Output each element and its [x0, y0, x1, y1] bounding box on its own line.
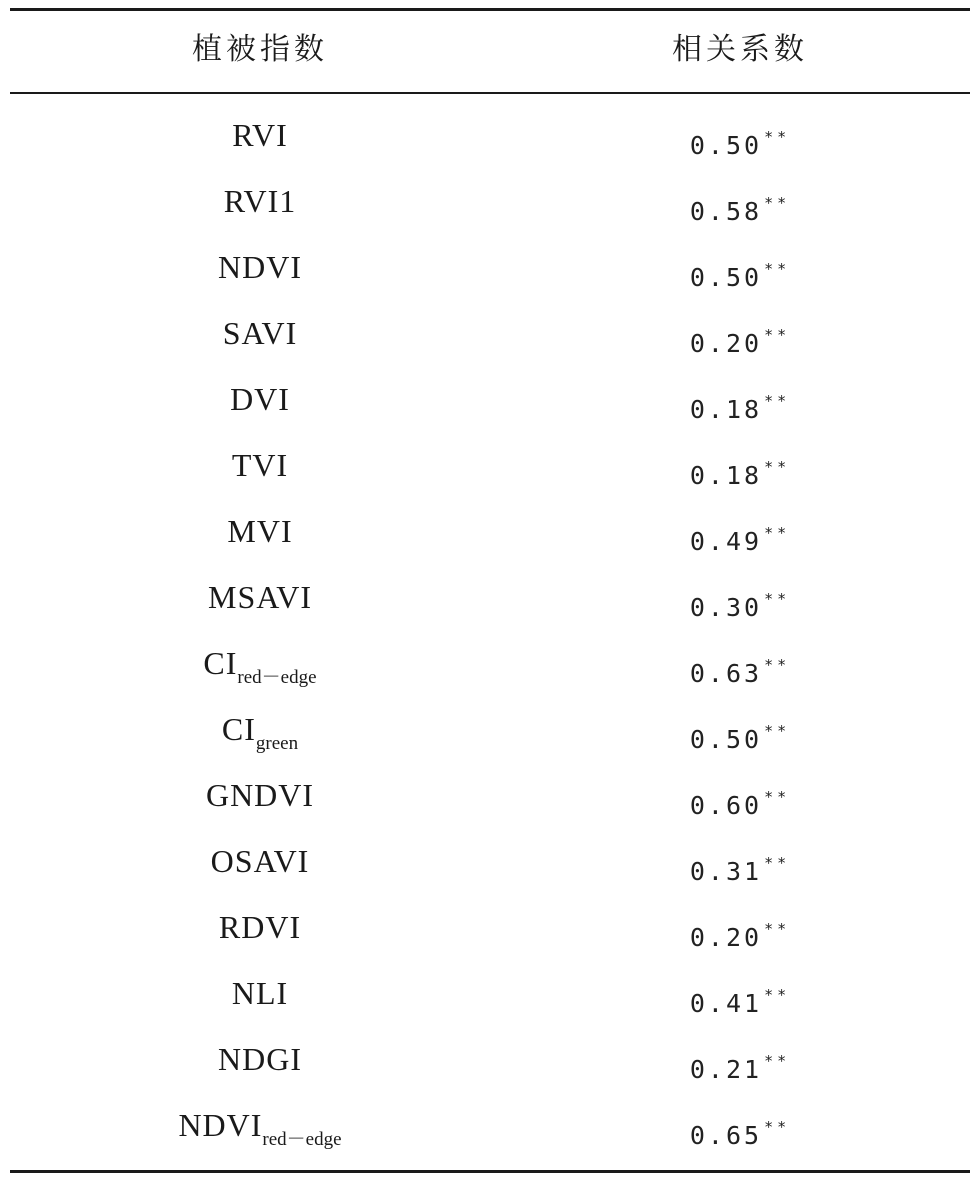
vegetation-index-cell [10, 830, 510, 892]
significance-marker: ** [764, 590, 791, 608]
vegetation-index-cell [10, 104, 510, 166]
table-top-rule [10, 8, 970, 11]
correlation-value-cell [590, 698, 890, 773]
significance-marker: ** [764, 458, 791, 476]
correlation-value-cell [590, 566, 890, 641]
index-name: NLI [231, 975, 289, 1011]
index-name: TVI [231, 447, 289, 483]
table-row [0, 1028, 976, 1094]
correlation-value-cell [590, 434, 890, 509]
vegetation-index-cell [10, 896, 510, 958]
index-subscript: green [255, 733, 299, 754]
table-row [0, 500, 976, 566]
table-header-rule [10, 92, 970, 94]
table-row [0, 830, 976, 896]
correlation-value: 0.63 [689, 659, 763, 688]
significance-marker: ** [764, 392, 791, 410]
table-body [0, 104, 976, 1162]
index-name: DVI [230, 381, 290, 417]
correlation-value: 0.49 [689, 527, 763, 556]
vegetation-index-cell [10, 500, 510, 562]
table-row [0, 1094, 976, 1160]
correlation-value-cell [590, 632, 890, 707]
correlation-value: 0.50 [689, 131, 763, 160]
correlation-value: 0.18 [689, 395, 763, 424]
table-row [0, 896, 976, 962]
significance-marker: ** [764, 854, 791, 872]
correlation-value: 0.21 [689, 1055, 763, 1084]
vegetation-index-cell [10, 566, 510, 628]
significance-marker: ** [764, 1118, 791, 1136]
index-name: OSAVI [210, 843, 310, 879]
correlation-value-cell [590, 170, 890, 245]
significance-marker: ** [764, 920, 791, 938]
table-row [0, 236, 976, 302]
correlation-value: 0.41 [689, 989, 763, 1018]
index-subscript: red－edge [237, 667, 317, 688]
table-row [0, 566, 976, 632]
table-row [0, 104, 976, 170]
correlation-value: 0.65 [689, 1121, 763, 1150]
index-name: CI [203, 645, 238, 681]
correlation-value: 0.20 [689, 329, 763, 358]
table-row [0, 962, 976, 1028]
index-name: MVI [227, 513, 293, 549]
correlation-value-cell [590, 236, 890, 311]
correlation-value-cell [590, 500, 890, 575]
index-name: NDGI [218, 1041, 302, 1077]
vegetation-index-cell [10, 368, 510, 430]
table-row [0, 170, 976, 236]
correlation-value-cell [590, 104, 890, 179]
correlation-value-cell [590, 962, 890, 1037]
index-subscript: red－edge [262, 1129, 342, 1150]
significance-marker: ** [764, 986, 791, 1004]
index-name: NDVI [178, 1107, 263, 1143]
index-name: RDVI [218, 909, 302, 945]
correlation-value-cell [590, 368, 890, 443]
table-bottom-rule [10, 1170, 970, 1173]
significance-marker: ** [764, 788, 791, 806]
header-vegetation-index: 植被指数 [192, 32, 328, 67]
correlation-value-cell [590, 830, 890, 905]
vegetation-index-cell [10, 1028, 510, 1090]
vegetation-index-cell [10, 236, 510, 298]
correlation-value: 0.30 [689, 593, 763, 622]
table-row [0, 764, 976, 830]
vegetation-index-cell [10, 170, 510, 232]
correlation-value-cell [590, 764, 890, 839]
correlation-value: 0.50 [689, 263, 763, 292]
significance-marker: ** [764, 722, 791, 740]
table-row [0, 632, 976, 698]
significance-marker: ** [764, 326, 791, 344]
vegetation-index-cell [10, 764, 510, 826]
vegetation-index-cell [10, 434, 510, 496]
index-name: CI [221, 711, 256, 747]
correlation-value-cell [590, 1094, 890, 1169]
table-row [0, 368, 976, 434]
table-row [0, 698, 976, 764]
index-name: SAVI [222, 315, 298, 351]
vegetation-index-cell [10, 1094, 510, 1171]
correlation-value: 0.60 [689, 791, 763, 820]
correlation-value-cell [590, 1028, 890, 1103]
table-header [0, 24, 976, 76]
correlation-value: 0.18 [689, 461, 763, 490]
significance-marker: ** [764, 260, 791, 278]
index-name: RVI1 [223, 183, 297, 219]
header-correlation-coefficient: 相关系数 [672, 32, 808, 67]
correlation-value: 0.58 [689, 197, 763, 226]
significance-marker: ** [764, 194, 791, 212]
table-row [0, 302, 976, 368]
index-name: NDVI [218, 249, 302, 285]
correlation-value: 0.50 [689, 725, 763, 754]
index-name: MSAVI [208, 579, 312, 615]
index-name: RVI [232, 117, 288, 153]
vegetation-index-cell [10, 962, 510, 1024]
table-row [0, 434, 976, 500]
index-name: GNDVI [205, 777, 315, 813]
correlation-value: 0.20 [689, 923, 763, 952]
vegetation-index-cell [10, 302, 510, 364]
significance-marker: ** [764, 1052, 791, 1070]
significance-marker: ** [764, 656, 791, 674]
correlation-value-cell [590, 302, 890, 377]
correlation-value-cell [590, 896, 890, 971]
significance-marker: ** [764, 524, 791, 542]
correlation-value: 0.31 [689, 857, 763, 886]
significance-marker: ** [764, 128, 791, 146]
